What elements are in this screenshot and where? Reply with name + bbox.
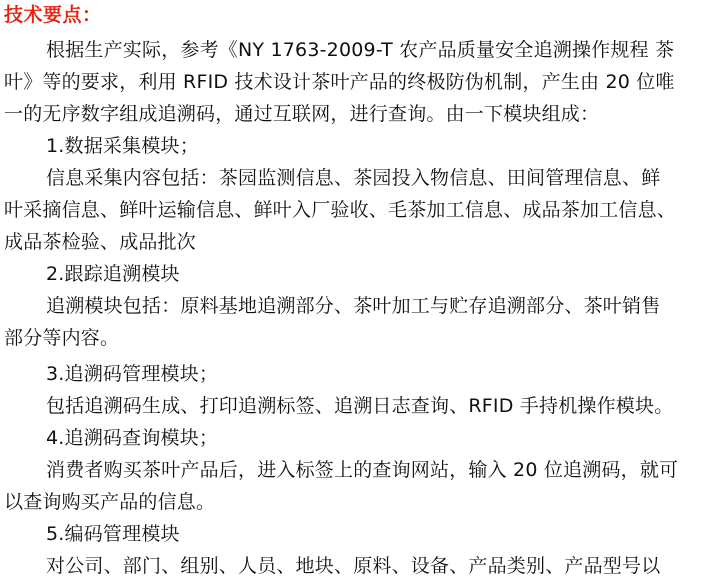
paragraph-line-tracking: 追溯模块包括：原料基地追溯部分、茶叶加工与贮存追溯部分、茶叶销售 — [46, 295, 661, 317]
module-heading-encoding-management: 5.编码管理模块 — [46, 523, 180, 545]
paragraph-line-intro: 一的无序数字组成追溯码，通过互联网，进行查询。由一下模块组成： — [4, 103, 600, 125]
paragraph-line-code-query: 消费者购买茶叶产品后，进入标签上的查询网站，输入 20 位追溯码，就可 — [46, 459, 679, 481]
module-heading-code-query: 4.追溯码查询模块； — [46, 427, 219, 449]
paragraph-line-data-collection: 信息采集内容包括：茶园监测信息、茶园投入物信息、田间管理信息、鲜 — [46, 167, 661, 189]
paragraph-line-data-collection: 叶采摘信息、鲜叶运输信息、鲜叶入厂验收、毛茶加工信息、成品茶加工信息、 — [4, 199, 677, 221]
module-heading-tracking: 2.跟踪追溯模块 — [46, 263, 180, 285]
paragraph-line-tracking: 部分等内容。 — [4, 327, 120, 349]
paragraph-line-code-management: 包括追溯码生成、打印追溯标签、追溯日志查询、RFID 手持机操作模块。 — [46, 395, 674, 417]
paragraph-line-intro: 叶》等的要求，利用 RFID 技术设计茶叶产品的终极防伪机制，产生由 20 位唯 — [4, 71, 675, 93]
module-heading-data-collection: 1.数据采集模块； — [46, 135, 199, 157]
paragraph-line-code-query: 以查询购买产品的信息。 — [4, 491, 216, 513]
paragraph-line-data-collection: 成品茶检验、成品批次 — [4, 231, 197, 253]
section-heading: 技术要点： — [4, 4, 102, 26]
paragraph-line-encoding-management: 对公司、部门、组别、人员、地块、原料、设备、产品类别、产品型号以 — [46, 555, 661, 577]
module-heading-code-management: 3.追溯码管理模块； — [46, 363, 219, 385]
paragraph-line-intro: 根据生产实际，参考《NY 1763-2009-T 农产品质量安全追溯操作规程 茶 — [46, 39, 675, 61]
